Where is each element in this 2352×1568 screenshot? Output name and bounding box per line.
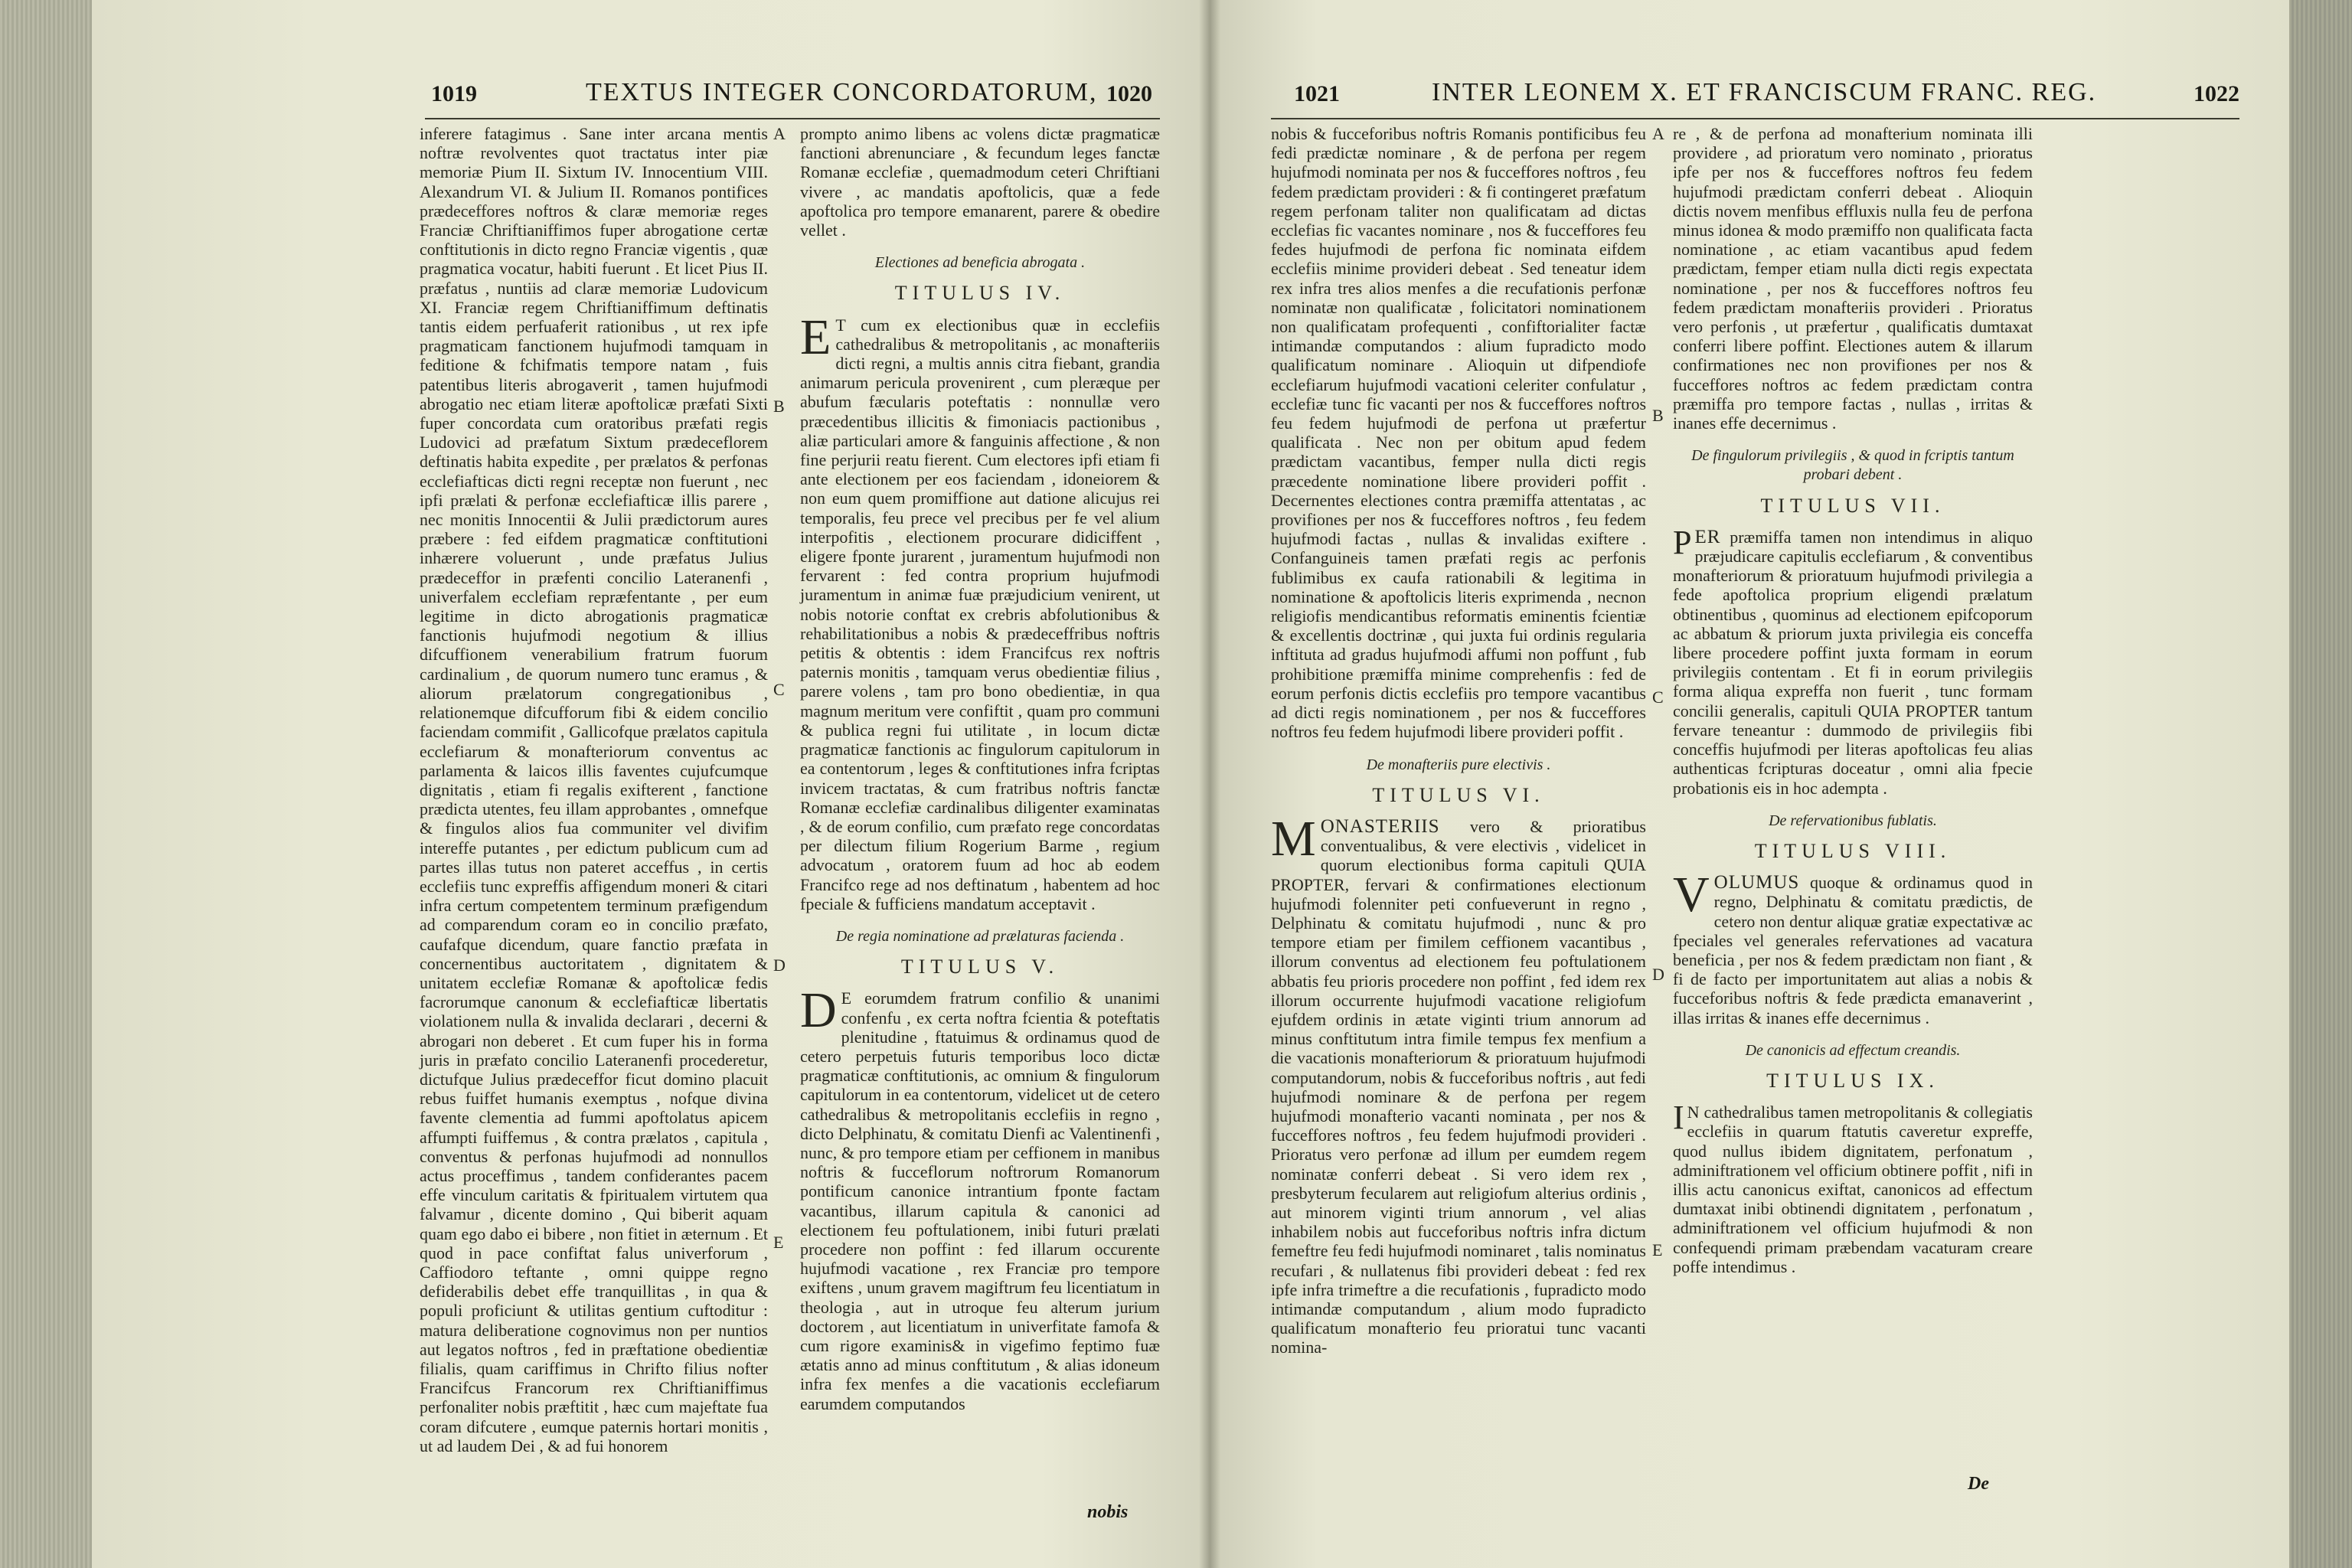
margin-letter: C xyxy=(773,680,785,699)
body-paragraph: nobis & fucceforibus noftris Romanis pontificibus feu fedi prædictæ nominare , & de perfona per regem hujufmodi nominata per nos & fucceffores noftros , feu fedem prædictam provideri : & fi contingeret præfatum regem perfonam taliter non qualificatam ad dictas ecclefias fic vacantes nominare , nos & fucceffores feu fedes hujufmodi de perfona fic nominata eifdem ecclefiis minime provideri debeat . Sed teneatur idem rex infra tres alios menfes a die recufationis perfonæ nominatæ non qualificatæ , folicitatori nominationem non qualificatam profequenti , confiftorialiter factæ intimandæ computandos : alium fupradicto modo qualificatum nominare . Alioquin ut difpendiofe ecclefiarum hujufmodi vacationi celeriter confulatur , ecclefiæ tunc fic vacanti per nos & fucceffores noftros feu fedem hujufmodi de perfona ut præfertur qualificata . Nec non per obitum apud fedem prædictam vacantibus, femper nulla dicti regis præcedente nominatione libere provideri poffit . Decernentes electiones contra præmiffa attentatas , ac provifiones per nos & fucceffores noftros , feu fedem hujufmodi factas , nullas & invalidas exiftere . Confanguineis tamen præfati regis ac perfonis fublimibus ex caufa rationabili & legitima in nominatione & apoftolicis literis exprimenda , necnon religiofis mendicantibus reformatis eminentis fcientiæ & excellentis doctrinæ , qui juxta fui ordinis regularia inftituta ad gradus hujufmodi affumi non poffunt , fub prohibitione præmiffa minime comprehenfis : fed de eorum perfonis dictis ecclefiis pro tempore vacantibus ad dicti regis nominationem , per nos & fucceffores noftros feu fedem hujufmodi libere provideri poffit . xyxy=(1271,124,1646,742)
left-running-head xyxy=(425,77,1160,119)
margin-letter: B xyxy=(773,397,785,416)
page-number: 1022 xyxy=(2194,81,2239,106)
paragraph-text: N cathedralibus tamen metropolitanis & collegiatis ecclefiis in quarum ftatutis caveretur expreffe, quod nullus ibidem dignitatem, perfonatum , adminiftrationem vel officium obtinere poffit , nifi in illis actu canonicus exiftat, canonicos ad effectum dumtaxat inibi obtinendi dignitatem , perfonatum , adminiftrationem vel officium hujufmodi & non confequendi primam præbendam vacaturam creare poffe intendimus . xyxy=(1673,1102,2033,1276)
paragraph-text: E eorumdem fratrum confilio & unanimi confenfu , ex certa noftra fcientia & poteftatis plenitudine , ftatuimus & ordinamus quod de cetero perpetuis futuris temporibus loco dictæ pragmaticæ conftitutionis, ac omnium & fingulorum capitulorum in ea contentorum, videlicet ut de cetero cathedralibus & metropolitanis ecclefiis in regno , dicto Delphinatu, & comitatu Dienfi ac Valentinenfi , nunc, & pro tempore etiam per ceffionem in manibus noftris & fucceflorum noftrorum Romanorum pontificum canonice intrantium fponte factam vacantibus, illarum capitula & canonici ad electionem feu poftulationem, inibi futuri prælati procedere non poffint : fed illarum occurente hujufmodi vacatione , rex Franciæ pro tempore exiftens , unum gravem magiftrum feu licentiatum in theologia , aut in utroque feu alterum jurium doctorem , aut licentiatum in univerfitate famofa & cum rigore examinis& in vigefimo feptimo fuæ ætatis anno ad minus conftitutum , & alias idoneum infra fex menfes a die vacationis ecclefiarum earumdem computandos xyxy=(800,988,1160,1413)
section-title: TITULUS VI. xyxy=(1372,783,1545,806)
lead-word: OLUMUS xyxy=(1713,872,1800,893)
section-title: TITULUS IX. xyxy=(1766,1069,1939,1092)
margin-letter: E xyxy=(1652,1240,1663,1259)
body-paragraph: re , & de perfona ad monafterium nominata illi providere , ad prioratum vero nominato , prioratus ipfe per nos & fucceffores noftros feu fedem hujufmodi prædictam conferri debeat . Alioquin dictis novem menfibus effluxis nulla feu de perfona minus idonea & modo præmiffo non qualificata facta nominatione , ac etiam vacantibus apud fedem prædictam, femper etiam nulla dicti regis expectata nominatione , per nos & fucceffores noftros feu fedem prædictam monafteriis provideri . Prioratus vero perfonis , ut præfertur , qualificatis dumtaxat conferri libere poffint. Electiones autem & illarum confirmationes nec non provifiones per nos & fucceffores noftros ac fedem prædictam contra præmiffa pro tempore factas , nullas , irritas & inanes effe decernimus . xyxy=(1673,124,2033,433)
margin-letter: E xyxy=(773,1233,784,1252)
page-number: 1019 xyxy=(431,81,477,106)
running-title: INTER LEONEM X. ET FRANCISCUM FRANC. REG. xyxy=(1432,78,2097,106)
paragraph-text: quoque & ordinamus quod in regno, Delphinatu & comitatu prædictis, de cetero non dentur aliquæ gratiæ expectativæ ac fpeciales vel generales refervationes ad vacatura beneficia , per nos & fedem prædictam non fiant , & fi de facto per importunitatem aut alias a nobis & fucceforibus noftris & fede prædicta emanaverint , illas irritas & inanes effe decernimus . xyxy=(1673,873,2033,1027)
paragraph-text: vero & prioratibus conventualibus, & vere electivis , videlicet in quorum electionibus forma capituli QUIA PROPTER, fervari & confirmationes electionum hujufmodi folenniter peti confueverunt in regno , Delphinatu & comitatu hujufmodi , nunc & pro tempore etiam per fimilem ceffionem vacantibus , illorum conventus ad electionem feu poftulationem abbatis feu prioris procedere non poffint , fed idem rex illorum occurrente hujufmodi vacatione religiofum ejufdem ordinis in ætate viginti trium annorum ad minus conftitutum intra fimile tempus fex menfium a die vacationis monafteriorum & prioratuum hujufmodi computandorum, nobis & fucceforibus noftris , aut fedi hujufmodi nominare & de perfona per regem hujufmodi monafterio vacanti nominata , per nos & fucceffores noftros , feu fedem hujufmodi provideri . Prioratus vero perfonæ ad illum per eumdem regem nominatæ conferri debeat . Si vero idem rex , presbyterum fecularem aut religiofum alterius ordinis , aut minorem viginti trium annorum , vel alias inhabilem nobis aut fucceforibus noftris infra dictum femeftre feu fedi hujufmodi nominaret , talis nominatus recufari , & nullatenus fibi provideri debeat : fed rex ipfe infra trimeftre a die recufationis , fupradicto modo intimandæ computandum , alium modo fupradicto qualificatum monafterio feu prioratui tunc vacanti nomina- xyxy=(1271,816,1646,1357)
text-column-3 xyxy=(1271,124,1646,1362)
section-subheading: De canonicis ad effectum creandis. xyxy=(1745,1041,1961,1059)
text-column-1 xyxy=(420,124,768,1460)
margin-letter: D xyxy=(1652,965,1664,984)
section-subheading: De refervationibus fublatis. xyxy=(1769,812,1937,829)
body-paragraph xyxy=(800,982,1160,1413)
paragraph-text: T cum ex electionibus quæ in ecclefiis cathedralibus & metropolitanis , ac monafteriis dicti regni, a multis annis citra fiebant, grandia animarum pericula provenirent , cum pleræque per abufum fæcularis poteftatis : nonnullæ vero præcedentibus illicitis & fimoniacis pactionibus , aliæ particulari amore & fanguinis affectione , & non fine perjurii reatu fierent. Cum electores ipfi etiam fi ante electionem per eos faciendam , idoneiorem & non eum quem promiffione aut datione alicujus rei temporalis, feu prece vel precibus per fe vel alium interpofitis , electionem procurare didiciffent , eligere fponte jurarent , juramentum hujufmodi non fervarent : fed contra proprium hujufmodi juramentum in animæ fuæ præjudicium venirent, ut nobis notorie conftat ex crebris abfolutionibus & rehabilitationibus a nobis & prædeceffribus noftris petitis & obtentis : idem Francifcus rex noftris paternis monitis , tamquam verus obedientiæ filius , parere volens , tam pro bono obedientiæ, in qua magnum meritum vere confiftit , quam pro communi & publica regni fui utilitate , in locum dictæ pragmaticæ fanctionis ac fingulorum capitulorum in ea contentorum , leges & conftitutiones infra fcriptas invicem tractatas, & cum fratribus noftris fanctæ Romanæ ecclefiæ cardinalibus diligenter examinatas , & de eorum confilio, cum præfato rege concordatas per dilectum filium Rogerium Barme , regium advocatum , oratorem fuum ad hoc ab eodem Francifco rege ad nos deftinatum , habentem ad hoc fpeciale & fufficiens mandatum acceptavit . xyxy=(800,315,1160,913)
margin-letter: A xyxy=(773,124,786,143)
section-title: TITULUS VIII. xyxy=(1754,839,1952,862)
section-subheading: De monafteriis pure electivis . xyxy=(1366,756,1551,773)
drop-cap: V xyxy=(1673,867,1710,923)
text-column-4 xyxy=(1673,124,2033,1281)
drop-cap: E xyxy=(800,309,831,365)
book-gutter xyxy=(1199,0,1220,1568)
section-subheading: Electiones ad beneficia abrogata . xyxy=(874,254,1086,272)
lead-word: ONASTERIIS xyxy=(1320,815,1440,837)
body-paragraph xyxy=(1673,867,2033,1027)
catchword: nobis xyxy=(1087,1502,1129,1522)
drop-cap: M xyxy=(1271,810,1316,867)
margin-letter: C xyxy=(1652,688,1664,707)
page-number: 1021 xyxy=(1294,81,1340,106)
body-paragraph xyxy=(1673,523,2033,798)
running-title: TEXTUS INTEGER CONCORDATORUM, xyxy=(586,78,1098,106)
body-paragraph xyxy=(1271,810,1646,1357)
text-column-2 xyxy=(800,124,1160,1418)
drop-cap: I xyxy=(1673,1099,1684,1137)
section-subheading: De fingulorum privilegiis , & quod in fcriptis tantum probari debent . xyxy=(1691,447,2014,484)
body-paragraph: prompto animo libens ac volens dictæ pragmaticæ fanctioni abrenunciare , & fecundum leges fanctæ Romanæ ecclefiæ , quemadmodum ceteri Chriftiani vivere , ac mandatis apoftolicis, quæ a fede apoftolica pro tempore emanarent, parere & obedire vellet . xyxy=(800,124,1160,240)
catchword: De xyxy=(1968,1474,1989,1494)
margin-letter: D xyxy=(773,956,786,975)
section-title: TITULUS VII. xyxy=(1760,494,1945,517)
right-page-edges xyxy=(2289,0,2352,1568)
section-subheading: De regia nominatione ad prælaturas facienda . xyxy=(835,927,1125,945)
body-paragraph: inferere fatagimus . Sane inter arcana mentis noftræ revolventes quot tractatus inter piæ memoriæ Pium II. Sixtum IV. Innocentium VIII. Alexandrum VI. & Julium II. Romanos pontifices prædeceffores noftros & claræ memoriæ reges Franciæ Chriftianiffimos fuper abrogatione certæ conftitutionis in dicto regno Franciæ vigentis , quæ pragmatica vocatur, habiti fuerunt . Et licet Pius II. præfatus , nuntiis ad claræ memoriæ Ludovicum XI. Franciæ regem Chriftianiffimum deftinatis tantis eidem perfuaferit rationibus , ut rex ipfe pragmaticam fanctionem hujufmodi tamquam in feditione & fchifmatis tempore natam , fuis patentibus literis abrogaverit , tamen hujufmodi abrogatio nec etiam literæ apoftolicæ præfati Sixti fuper concordata cum oratoribus præfati regis Ludovici ad præfatum Sixtum prædeceflorem deftinatis habita expedite , per prælatos & perfonas ecclefiafticas dicti regni receptæ non fuerunt , nec ipfi prælati & perfonæ ecclefiafticæ illis parere , nec monitis Innocentii & Julii prædictorum aures præbere : fed eifdem pragmaticæ conftitutioni inhærere voluerunt , unde præfatus Julius prædeceffor in præfenti concilio Lateranenfi , univerfalem ecclefiam repræfentante , per eum legitime in dicto abrogationis pragmaticæ fanctionis hujufmodi negotium & illius difcuffionem venerabilium fratrum fuorum cardinalium , de quorum numero tunc eramus , & aliorum prælatorum congregationibus , relationemque difcufforum fibi & eidem concilio faciendam commifit , Gallicofque prælatos capitula ecclefiarum & monafteriorum conventus ac parlamenta & laicos illis faventes cujufcumque dignitatis , etiam fi regalis exifterent , fanctione prædicta utentes, feu illam approbantes , omnefque & fingulos alios fua communiter vel divifim intereffe putantes , per edictum publicum cum ad partes illas tutus non pateret acceffus , in certis ecclefiis tunc expreffis affigendum moneri & citari infra certum competentem terminum præfigendum ad comparendum coram eo in concilio præfato, caufafque dicendum, quare fanctio præfata in concernentibus auctoritatem , dignitatem & unitatem ecclefiæ Romanæ & apoftolicæ fedis facrorumque canonum & ecclefiafticæ libertatis violationem nulla & invalida declarari , decerni & abrogari non deberet . Et cum fuper his in forma juris in præfato concilio Lateranenfi procederetur, dictufque Julius prædeceffor ficut domino placuit rebus fuiffet humanis exemptus , nofque divina favente clementia ad fummi apoftolatus apicem affumpti fuiffemus , & contra prælatos , capitula , conventus & perfonas hujufmodi ad nonnullos actus proceffimus , tandem confiderantes pacem effe vinculum caritatis & fpiritualem virtutem qua falvamur , dicente domino , Qui biberit aquam quam ego dabo ei bibere , non fitiet in æternum . Et quod in pace confiftat falus univerforum , Caffiodoro teftante , omni quippe regno defiderabilis debet effe tranquillitas , in qua & populi proficiunt & utilitas gentium cuftoditur : matura deliberatione cognovimus non per nuntios aut legatos noftros , fed in præftatione obedientiæ filialis, quam cariffimus in Chrifto filius nofter Francifcus Francorum rex Chriftianiffimus perfonaliter nobis præftitit , hæc cum majeftate fua coram difcutere , eumque paternis hortari monitis , ut ad laudem Dei , & ad fui honorem xyxy=(420,124,768,1455)
right-running-head xyxy=(1271,77,2239,119)
lead-word: ER xyxy=(1694,526,1721,547)
page-number: 1020 xyxy=(1106,81,1152,106)
body-paragraph xyxy=(1673,1099,2033,1276)
section-title: TITULUS V. xyxy=(900,956,1060,978)
section-title: TITULUS IV. xyxy=(894,282,1066,305)
margin-letter: B xyxy=(1652,406,1664,425)
margin-letter: A xyxy=(1652,124,1664,143)
drop-cap: P xyxy=(1673,523,1692,561)
drop-cap: D xyxy=(800,982,837,1039)
left-page-edges xyxy=(0,0,92,1568)
body-paragraph xyxy=(800,309,1160,913)
paragraph-text: præmiffa tamen non intendimus in aliquo præjudicare capitulis ecclefiarum , & conventibus monafteriorum & prioratuum hujufmodi privilegia a fede apoftolica proprium eligendi prælatum obtinentibus , quominus ad electionem epifcoporum ac abbatum & priorum juxta privilegia eis conceffa libere procedere poffint juxta formam in eorum privilegiis contentam . Et fi in eorum privilegiis forma aliqua expreffa non fuerit , tunc formam concilii generalis, capituli QUIA PROPTER tantum fervare teneantur : dummodo de privilegiis fibi conceffis hujufmodi per literas apoftolicas feu alias authenticas fcripturas doceatur , omni alia fpecie probationis eis in hoc adempta . xyxy=(1673,527,2033,798)
